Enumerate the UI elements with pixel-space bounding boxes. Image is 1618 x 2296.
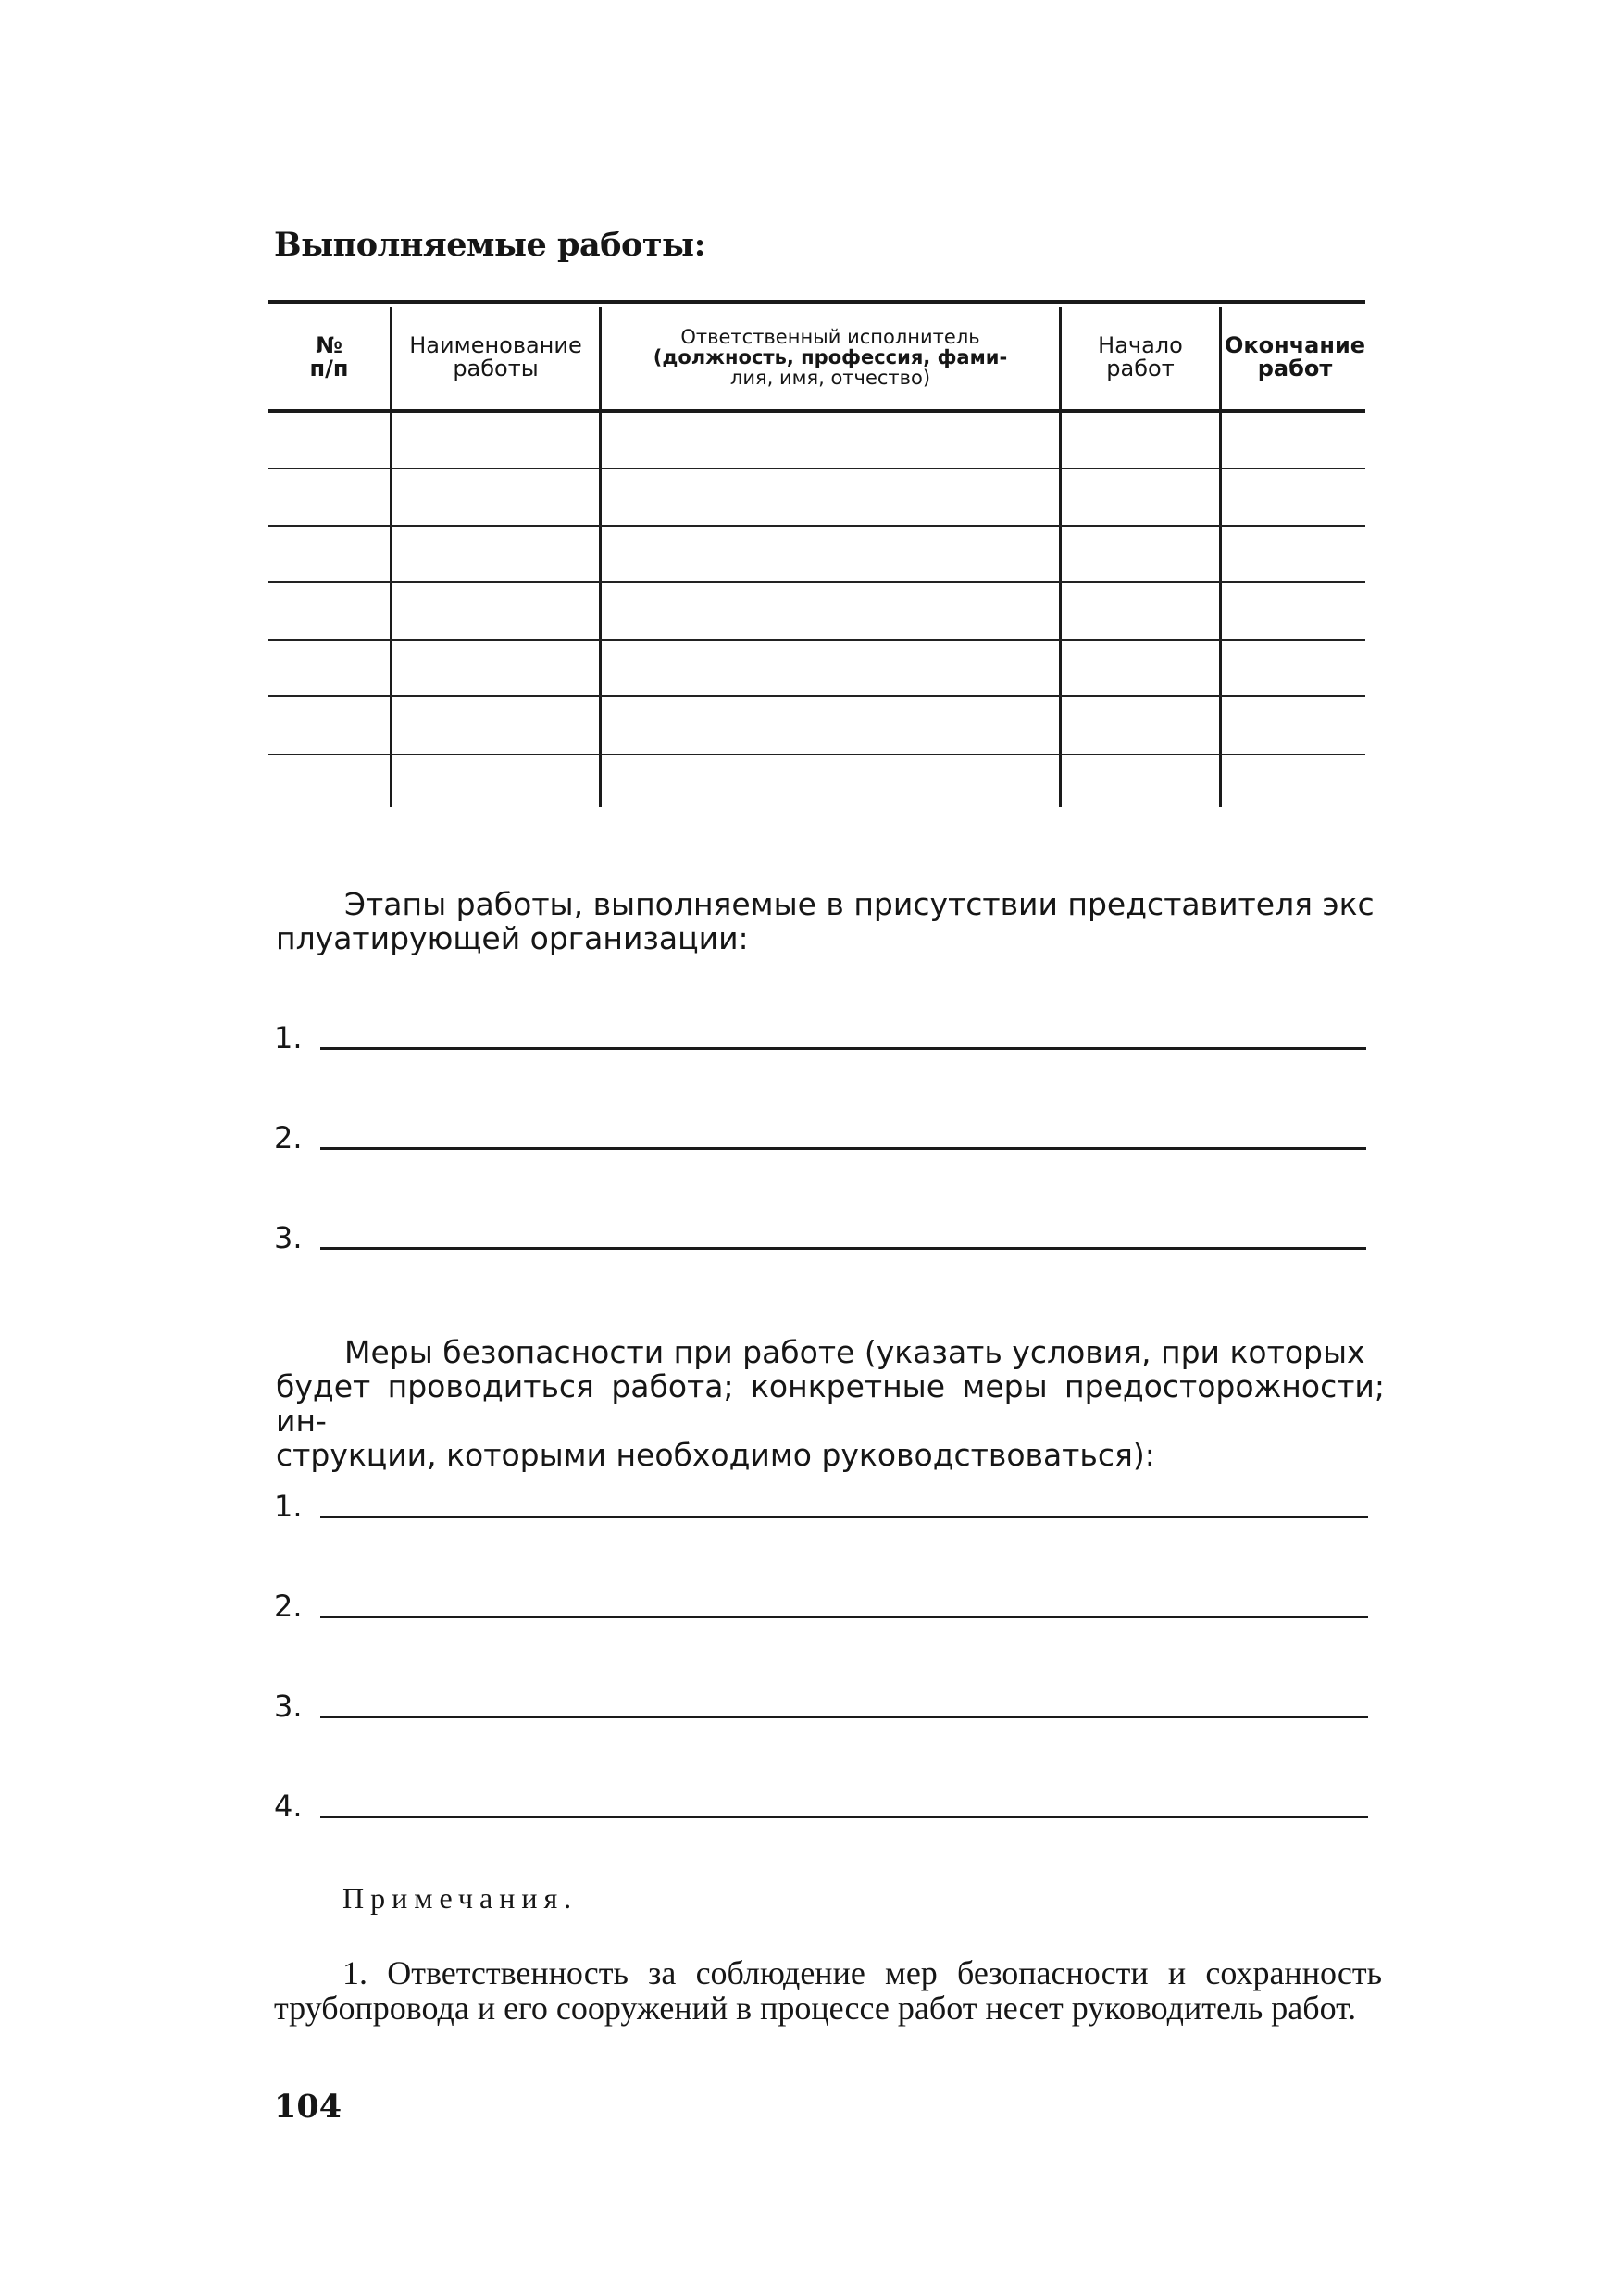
header-responsible-person xyxy=(602,307,1059,407)
header-end-line2: работ xyxy=(1257,356,1333,381)
header-work-name-line1: Наименование xyxy=(409,332,582,358)
table-top-rule xyxy=(268,300,1365,304)
stages-paragraph-line2: плуатирующей организации: xyxy=(276,920,749,956)
blank-line xyxy=(320,1516,1368,1518)
item-number: 2. xyxy=(274,1589,303,1624)
header-work-name-line2: работы xyxy=(453,356,539,381)
safety-item-1[interactable] xyxy=(274,1479,1368,1524)
blank-line xyxy=(320,1147,1366,1150)
header-responsible-line2: (должность, профессия, фами- xyxy=(653,346,1008,368)
section-title: Выполняемые работы: xyxy=(274,226,706,264)
blank-line xyxy=(320,1616,1368,1618)
safety-paragraph-line3: струкции, которыми необходимо руководствоваться): xyxy=(276,1437,1155,1473)
table-row xyxy=(268,639,1365,641)
header-responsible-line1: Ответственный исполнитель xyxy=(680,326,980,348)
header-start-line1: Начало xyxy=(1098,332,1183,358)
header-end-line1: Окончание xyxy=(1224,332,1366,358)
table-row xyxy=(268,468,1365,469)
notes-title: Примечания. xyxy=(342,1881,579,1915)
note-1-text: 1. Ответственность за соблюдение мер безопасности и сохранность трубопровода и его сооружений в процессе работ несет руководитель работ. xyxy=(274,1954,1382,2027)
page-number: 104 xyxy=(274,2088,342,2126)
stages-paragraph xyxy=(276,887,1385,955)
blank-line xyxy=(320,1716,1368,1718)
header-end xyxy=(1222,307,1368,407)
safety-item-4[interactable] xyxy=(274,1779,1368,1824)
stages-item-3[interactable] xyxy=(274,1211,1366,1255)
table-row xyxy=(268,754,1365,755)
table-row xyxy=(268,525,1365,527)
item-number: 2. xyxy=(274,1120,303,1155)
safety-paragraph xyxy=(276,1335,1385,1472)
header-start-line2: работ xyxy=(1106,356,1175,381)
safety-item-2[interactable] xyxy=(274,1579,1368,1624)
works-table xyxy=(268,296,1365,807)
header-start xyxy=(1062,307,1219,407)
blank-line xyxy=(320,1047,1366,1050)
safety-paragraph-line1: Меры безопасности при работе (указать условия, при которых xyxy=(344,1334,1365,1370)
item-number: 3. xyxy=(274,1220,303,1255)
safety-paragraph-line2: будет проводиться работа; конкретные меры предосторожности; ин- xyxy=(276,1368,1385,1439)
stages-item-1[interactable] xyxy=(274,1011,1366,1055)
table-header-rule xyxy=(268,409,1365,413)
blank-line xyxy=(320,1247,1366,1250)
item-number: 4. xyxy=(274,1789,303,1824)
stages-item-2[interactable] xyxy=(274,1111,1366,1155)
header-number xyxy=(268,307,390,407)
header-number-line1: № xyxy=(316,332,342,358)
table-row xyxy=(268,695,1365,697)
table-row xyxy=(268,581,1365,583)
blank-line xyxy=(320,1816,1368,1818)
header-responsible-line3: лия, имя, отчество) xyxy=(729,367,931,389)
safety-item-3[interactable] xyxy=(274,1679,1368,1724)
item-number: 1. xyxy=(274,1020,303,1055)
item-number: 1. xyxy=(274,1489,303,1524)
header-work-name xyxy=(392,307,599,407)
header-number-line2: п/п xyxy=(309,356,349,381)
note-1 xyxy=(274,1955,1382,2026)
stages-paragraph-line1: Этапы работы, выполняемые в присутствии представителя экс xyxy=(344,886,1375,922)
item-number: 3. xyxy=(274,1689,303,1724)
